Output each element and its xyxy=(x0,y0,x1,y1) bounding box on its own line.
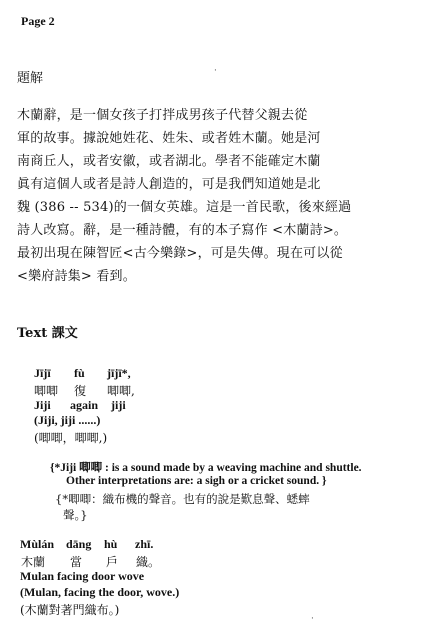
stanza1-pinyin: fù xyxy=(74,366,85,380)
stanza2-chinese: 織。 xyxy=(136,555,161,569)
stanza1-english: again xyxy=(70,398,99,412)
intro-line: 魏 (386 -- 534)的一個女英雄。這是一首民歌，後來經過 xyxy=(17,200,352,215)
stanza1-pinyin: Jījī xyxy=(34,366,51,380)
note-line: Other interpretations are: a sigh or a cricket sound. } xyxy=(66,475,327,487)
scan-speck: · xyxy=(214,66,217,76)
section-title: 題解 xyxy=(17,71,44,86)
intro-line: 眞有這個人或者是詩人創造的，可是我們知道她是北 xyxy=(17,177,321,192)
stanza1-chinese: 唧唧, xyxy=(107,384,135,398)
stanza2-paren-chinese: (木蘭對著門織布。) xyxy=(20,603,120,617)
stanza1-english: Jiji xyxy=(34,398,51,412)
note-line: {*唧唧：織布機的聲音。也有的說是歎息聲、蟋蟀 xyxy=(55,492,310,506)
intro-line: <樂府詩集> 看到。 xyxy=(17,269,136,284)
stanza2-pinyin: Mùlán xyxy=(20,537,55,551)
stanza2-english: Mulan facing door wove xyxy=(20,569,145,583)
scan-speck: · xyxy=(311,614,314,624)
intro-line: 軍的故事。據說她姓花、姓朱、或者姓木蘭。她是河 xyxy=(17,131,321,146)
note-line: 聲。} xyxy=(63,508,88,522)
stanza2-paren-english: (Mulan, facing the door, wove.) xyxy=(20,585,180,599)
stanza2-chinese: 當 xyxy=(70,555,83,569)
stanza2-pinyin: dāng xyxy=(66,537,92,551)
stanza2-pinyin: hù xyxy=(104,537,118,551)
stanza1-paren-english: (Jiji, jiji ......) xyxy=(34,413,101,427)
intro-line: 南商丘人，或者安徽，或者湖北。學者不能確定木蘭 xyxy=(17,154,321,169)
stanza1-paren-chinese: (唧唧，唧唧,) xyxy=(34,431,108,445)
intro-line: 最初出現在陳智匠<古今樂錄>，可是失傳。現在可以從 xyxy=(17,246,343,261)
text-heading: Text 課文 xyxy=(17,326,78,341)
intro-line: 木蘭辭，是一個女孩子打拌成男孩子代替父親去從 xyxy=(17,108,308,123)
stanza1-english: jiji xyxy=(111,398,126,412)
note-line: {*Jiji 唧唧 : is a sound made by a weaving machine and shuttle. xyxy=(50,462,362,474)
intro-line: 詩人改寫。辭，是一種詩體，有的本子寫作 <木蘭詩>。 xyxy=(17,223,348,238)
stanza2-chinese: 木蘭 xyxy=(21,555,46,569)
stanza1-chinese: 唧唧 xyxy=(34,384,59,398)
stanza2-chinese: 戶 xyxy=(106,555,119,569)
stanza2-pinyin: zhī. xyxy=(135,537,154,551)
stanza1-pinyin: jījī*, xyxy=(107,366,131,380)
stanza1-chinese: 復 xyxy=(74,384,87,398)
page-label: Page 2 xyxy=(21,14,55,28)
